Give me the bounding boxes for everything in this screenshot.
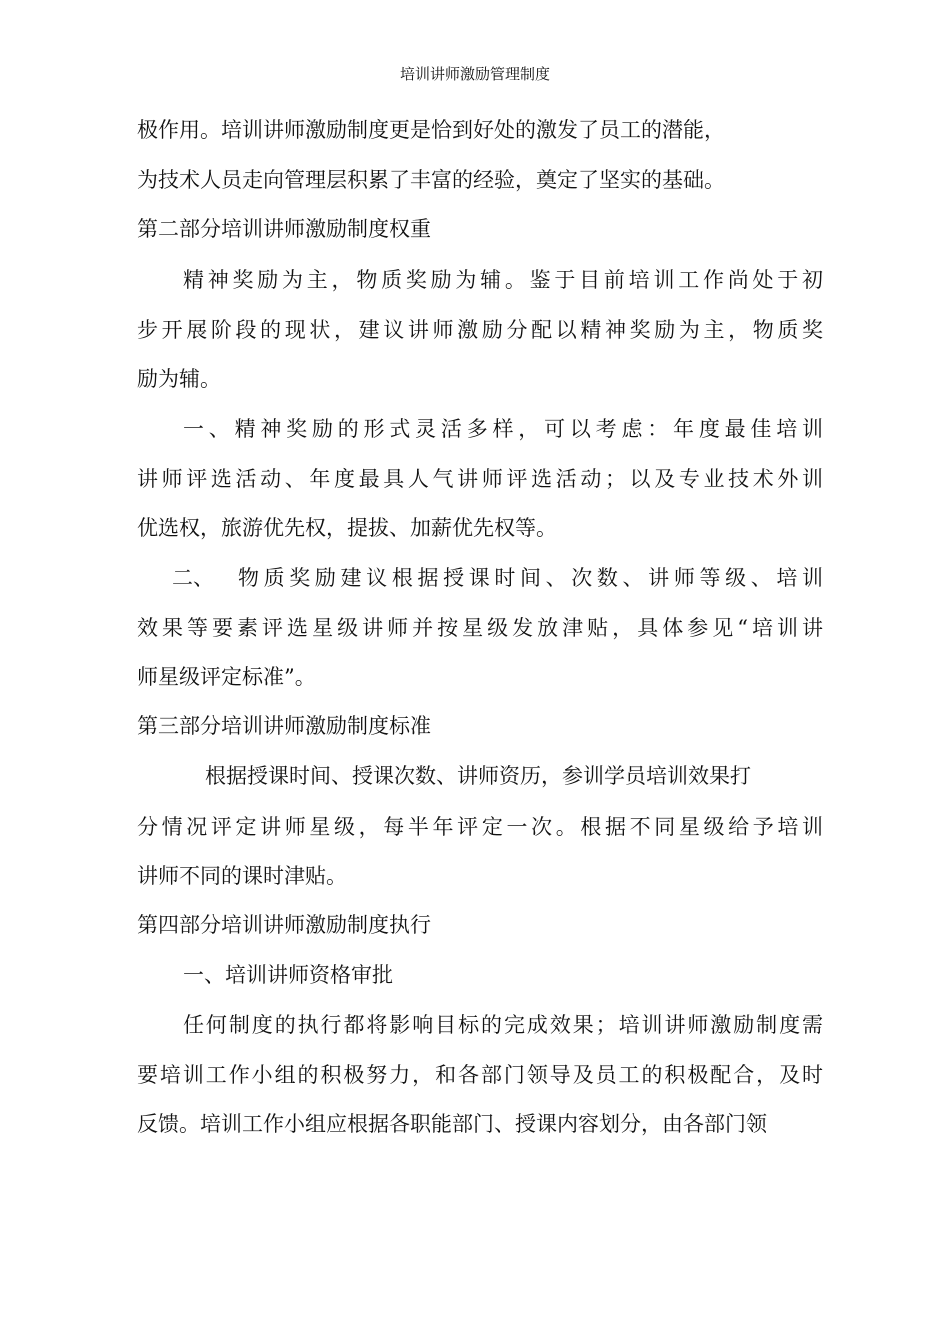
section-heading: 第二部分培训讲师激励制度权重 [137, 217, 431, 241]
text-line: 精神奖励为主，物质奖励为辅。鉴于目前培训工作尚处于初 [183, 268, 823, 292]
page-header: 培训讲师激励管理制度 [399, 65, 550, 83]
text-line: 为技术人员走向管理层积累了丰富的经验，奠定了坚实的基础。 [137, 168, 725, 192]
text-line: 分情况评定讲师星级，每半年评定一次。根据不同星级给予培训 [137, 815, 823, 839]
text-line: 优选权，旅游优先权，提拔、加薪优先权等。 [137, 516, 557, 540]
text-line: 一、精神奖励的形式灵活多样，可以考虑：年度最佳培训 [183, 417, 823, 441]
text-line: 极作用。培训讲师激励制度更是恰到好处的激发了员工的潜能， [137, 118, 725, 142]
text-line: 讲师不同的课时津贴。 [137, 864, 347, 888]
section-heading: 第四部分培训讲师激励制度执行 [137, 913, 431, 937]
text-line: 根据授课时间、授课次数、讲师资历，参训学员培训效果打 [205, 764, 751, 788]
text-line: 物质奖励建议根据授课时间、次数、讲师等级、培训 [238, 566, 823, 590]
text-line: 反馈。培训工作小组应根据各职能部门、授课内容划分，由各部门领 [137, 1112, 767, 1136]
section-heading: 第三部分培训讲师激励制度标准 [137, 714, 431, 738]
text-line: 步开展阶段的现状，建议讲师激励分配以精神奖励为主，物质奖 [137, 318, 823, 342]
text-line: 效果等要素评选星级讲师并按星级发放津贴，具体参见“培训讲 [137, 616, 823, 640]
text-line: 励为辅。 [137, 367, 221, 391]
text-line: 要培训工作小组的积极努力，和各部门领导及员工的积极配合，及时 [137, 1063, 823, 1087]
list-marker: 二、 [172, 566, 214, 590]
text-line: 任何制度的执行都将影响目标的完成效果；培训讲师激励制度需 [183, 1013, 823, 1037]
text-line: 讲师评选活动、年度最具人气讲师评选活动；以及专业技术外训 [137, 467, 823, 491]
text-line: 师星级评定标准”。 [137, 665, 316, 689]
subsection-heading: 一、培训讲师资格审批 [183, 963, 393, 987]
